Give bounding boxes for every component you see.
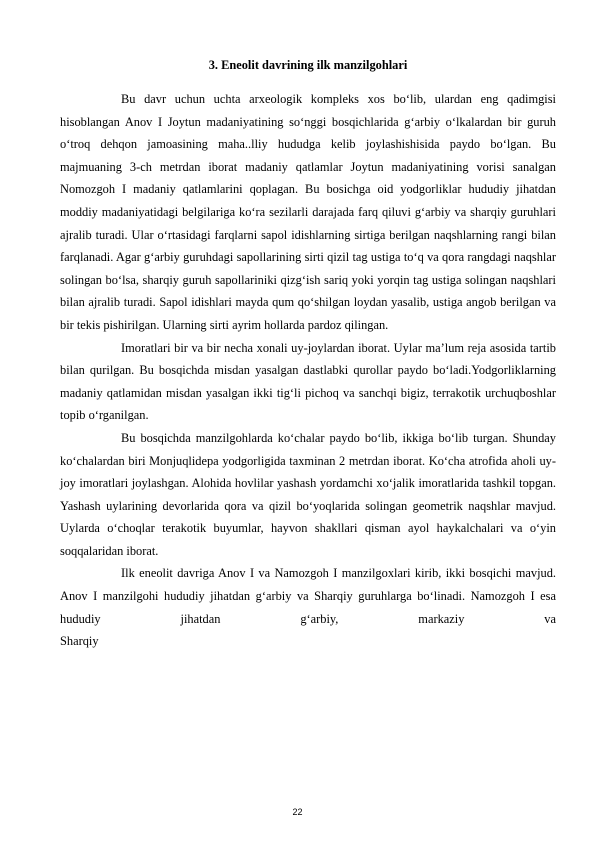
page-title: 3. Eneolit davrining ilk manzilgohlari <box>208 58 408 72</box>
paragraph-2: Imoratlari bir va bir necha xonali uy-joylardan iborat. Uylar ma’lum reja asosida tartib bilan qurilgan. Bu bosqichda misdan yasalgan dastlabki qurollar paydo bo‘ladi.Yodgorliklarning madaniy qatlamidan misdan yasalgan ikki tig‘li pichoq va sanchqi bigiz, terrakotik urchuqboshlar topib o‘rganilgan. <box>60 340 556 423</box>
paragraph-3: Bu bosqichda manzilgohlarda ko‘chalar paydo bo‘lib, ikkiga bo‘lib turgan. Shunday ko‘chalardan biri Monjuqlidepa yodgorligida taxminan 2 metrdan iborat. Ko‘cha atrofida aholi uy-joy imoratlari joylashgan. Alohida hovlilar yashash yordamchi xo‘jalik imoratlarida tashkil topgan. Yashash uylarining devorlarida qora va qizil bo‘yoqlarida solingan geometrik naqshlar mavjud. Uylarda o‘choqlar terakotik buyumlar, hayvon shakllari qisman ayol haykalchalari va o‘yin soqqalaridan iborat. <box>60 430 556 558</box>
paragraph-4: Ilk eneolit davriga Anov I va Namozgoh I manzilgoxlari kirib, ikki bosqichi mavjud. Anov I manzilgohi hududiy jihatdan g‘arbiy va Sharqiy guruhlarga bo‘linadi. Namozgoh I esa hududiy jihatdan g‘arbiy, markaziy va <box>60 566 556 626</box>
page-number: 22 <box>292 807 303 817</box>
paragraph-1: Bu davr uchun uchta arxeologik kompleks xos bo‘lib, ulardan eng qadimgisi hisoblangan Anov I Joytun madaniyatining so‘nggi bosqichlarida g‘arbiy o‘lkalardan bir guruh o‘troq dehqon jamoasining maha..lliy hududga kelib joylashishisida paydo bo‘lgan. Bu majmuaning 3-ch metrdan iborat madaniy qatlamlar Joytun madaniyatining vorisi sanalgan Nomozgoh I madaniy qatlamlarini qoplagan. Bu bosichga oid yodgorliklar hududiy jihatdan moddiy madaniyatidagi belgilariga ko‘ra sezilarli darajada farq qiluvi g‘arbiy va sharqiy guruhlari ajralib turadi. Ular o‘rtasidagi farqlarni sapol idishlarning sirtiga berilgan naqshlarning rangi bilan farqlanadi. Agar g‘arbiy guruhdagi sapollarining sirti qizil tag ustiga to‘q va qora rangdagi naqshlar solingan bo‘lsa, sharqiy guruh sapollariniki qizg‘ish sariq yoki yorqin tag ustiga solingan naqshlari bilan ajralib turadi. Sapol idishlari mayda qum qo‘shilgan loydan yasalib, ustiga angob berilgan va bir tekis pishirilgan. Ularning sirti ayrim hollarda pardoz qilingan. <box>60 92 556 332</box>
document-body <box>60 88 556 653</box>
paragraph-4-continuation: Sharqiy <box>60 634 99 649</box>
